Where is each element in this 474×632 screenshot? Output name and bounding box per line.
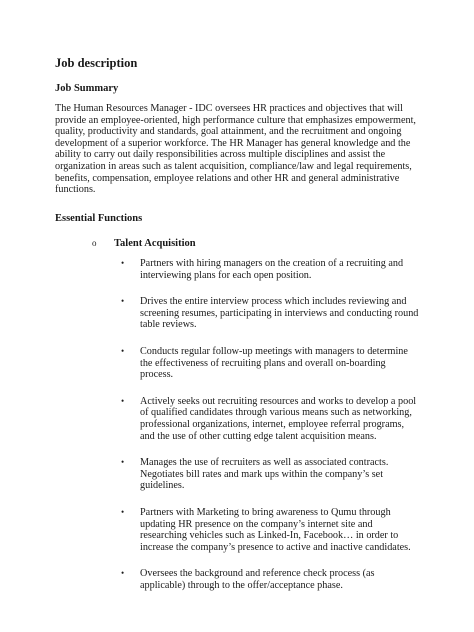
bullet-icon: • [121, 457, 125, 468]
talent-acquisition-heading [92, 237, 196, 250]
list-item-text: Oversees the background and reference check process (as applicable) through to the offer/acceptance phase. [140, 568, 375, 591]
list-item-text: Manages the use of recruiters as well as associated contracts. Negotiates bill rates and mark ups within the company’s set guidelines. [140, 457, 389, 492]
list-item-text: Actively seeks out recruiting resources and works to develop a pool of qualified candidates through various means such as networking, professional organizations, internet, employee referral programs, and the use of other cutting edge talent acquisition means. [140, 395, 417, 442]
job-summary-heading: Job Summary [55, 83, 119, 94]
list-item [121, 296, 421, 331]
list-item [121, 507, 421, 553]
circle-bullet-icon: o [92, 238, 97, 248]
list-item-text: Partners with Marketing to bring awareness to Qumu through updating HR presence on the company’s internet site and researching vehicles such as Linked-In, Facebook… in order to increase the company’s presence to active and inactive candidates. [140, 506, 411, 553]
essential-functions-heading: Essential Functions [55, 213, 143, 224]
list-item-text: Partners with hiring managers on the creation of a recruiting and interviewing plans for each open position. [140, 258, 404, 281]
bullet-icon: • [121, 258, 125, 268]
talent-acquisition-list [121, 258, 421, 606]
list-item-text: Conducts regular follow-up meetings with managers to determine the effectiveness of recruiting plans and overall on-boarding process. [140, 345, 408, 381]
list-item [121, 396, 421, 442]
list-item-text: Drives the entire interview process which includes reviewing and screening resumes, participating in interviews and conducting round table reviews. [140, 296, 419, 331]
bullet-icon: • [121, 296, 125, 307]
list-item [121, 258, 421, 281]
list-item [121, 346, 421, 381]
list-item [121, 457, 421, 492]
bullet-icon: • [121, 345, 125, 356]
bullet-icon: • [121, 506, 125, 517]
job-summary-paragraph: The Human Resources Manager - IDC oversees HR practices and objectives that will provide an employee-oriented, high performance culture that emphasizes empowerment, quality, productivity and standards, goal attainment, and the recruitment and ongoing development of a superior workforce. The HR Manager has general knowledge and the ability to carry out daily responsibilities across multiple disciplines and assist the organization in areas such as talent acquisition, compliance/law and legal requirements, benefits, compensation, employee relations and other HR and general administrative functions. [55, 103, 416, 196]
bullet-icon: • [121, 568, 125, 579]
bullet-icon: • [121, 395, 125, 406]
talent-acquisition-label: Talent Acquisition [114, 238, 196, 249]
list-item [121, 568, 421, 591]
document-title: Job description [55, 56, 138, 70]
